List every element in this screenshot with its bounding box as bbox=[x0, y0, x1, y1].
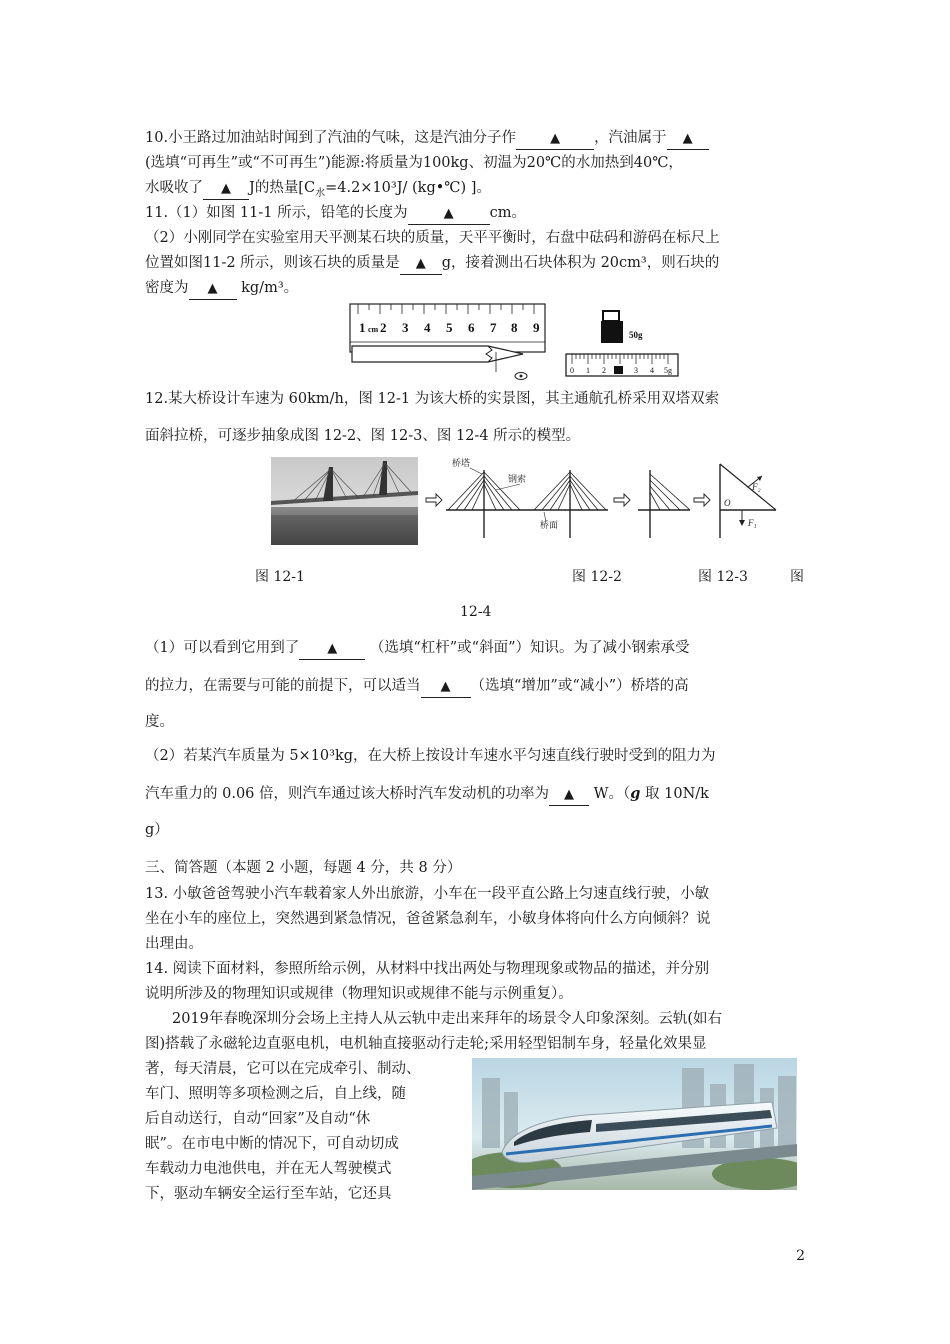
q14-line1: 14. 阅读下面材料，参照所给示例，从材料中找出两处与物理现象或物品的描述，并分别 bbox=[145, 961, 710, 977]
blank-marker: ▲ bbox=[221, 181, 231, 196]
ruler-tick-label: 3 bbox=[402, 320, 409, 335]
q11-line1 bbox=[145, 203, 526, 225]
blank-marker: ▲ bbox=[682, 131, 693, 146]
q12-text-p1a: （1）可以看到它用到了 bbox=[145, 640, 300, 656]
eye-pupil-icon bbox=[520, 375, 523, 378]
ruler-tick-label: 1 bbox=[359, 320, 366, 335]
q13-line2: 坐在小车的座位上，突然遇到紧急情况，爸爸紧急刹车，小敏身体将向什么方向倾斜？说 bbox=[145, 911, 711, 927]
q13-line1: 13. 小敏爸爸驾驶小汽车载着家人外出旅游，小车在一段平直公路上匀速直线行驶，小敏 bbox=[145, 886, 710, 902]
q14-para1: 2019年春晚深圳分会场上主持人从云轨中走出来拜年的场景令人印象深刻。云轨(如右 bbox=[172, 1011, 723, 1027]
q12-text-p5a: 汽车重力的 0.06 倍，则汽车通过该大桥时汽车发动机的功率为 bbox=[145, 786, 550, 802]
bridge-model-diagrams bbox=[424, 452, 784, 552]
weight-knob-icon bbox=[603, 311, 619, 321]
q10-blank-1[interactable] bbox=[516, 128, 594, 150]
specific-heat-symbol: C bbox=[303, 180, 316, 196]
q11-text-1a: 11.（1）如图 11-1 所示，铅笔的长度为 bbox=[145, 205, 408, 221]
q10-line1 bbox=[145, 128, 709, 150]
monorail-photo bbox=[472, 1058, 797, 1190]
blank-marker: ▲ bbox=[207, 281, 218, 296]
specific-heat-subscript: 水 bbox=[315, 187, 326, 199]
caption-fig-12-1: 图 12-1 bbox=[255, 569, 305, 585]
ruler-tick-label: 9 bbox=[533, 320, 540, 335]
tower-label: 桥塔 bbox=[452, 459, 471, 469]
ruler-tick-label: 6 bbox=[468, 320, 475, 335]
q10-text-1b: ，汽油属于 bbox=[594, 130, 667, 146]
bridge-photo bbox=[271, 457, 418, 545]
q14-line2: 说明所涉及的物理知识或规律（物理知识或规律不能与示例重复）。 bbox=[145, 986, 573, 1002]
q14-para2: 图)搭载了永磁轮边直驱电机，电机轴直接驱动行走轮;采用轻型铝制车身，轻量化效果显 bbox=[145, 1036, 707, 1052]
caption-fig-12-4b: 12-4 bbox=[460, 604, 492, 620]
rider-scale-label: 2 bbox=[602, 366, 606, 375]
blank-marker: ▲ bbox=[550, 131, 561, 146]
q11-text-3b: g，接着测出石块体积为 20cm³，则石块的 bbox=[441, 255, 720, 271]
blank-marker: ▲ bbox=[415, 256, 426, 271]
arrow-right-icon bbox=[614, 494, 630, 506]
q12-blank-3[interactable] bbox=[549, 784, 589, 806]
rider-scale-label: 4 bbox=[650, 366, 654, 375]
rider-scale-label: 0 bbox=[570, 366, 574, 375]
force-f1-label: F₁ bbox=[748, 518, 757, 528]
arrow-right-icon bbox=[426, 494, 442, 506]
q11-text-4a: 密度为 bbox=[145, 280, 189, 296]
q10-blank-3[interactable] bbox=[203, 178, 249, 200]
q14-para8: 下，驱动车辆安全运行至车站，它还具 bbox=[145, 1186, 392, 1202]
blank-marker: ▲ bbox=[564, 787, 575, 802]
page-number: 2 bbox=[796, 1248, 805, 1264]
rider-scale-label: 5g bbox=[664, 366, 672, 375]
q10-line3 bbox=[145, 178, 491, 204]
ruler-unit-label: cm bbox=[368, 325, 379, 334]
blank-marker: ▲ bbox=[443, 206, 454, 221]
q11-blank-3[interactable] bbox=[189, 278, 237, 300]
q12-line1: 12.某大桥设计车速为 60km/h，图 12-1 为该大桥的实景图，其主通航孔桥采用双塔双索 bbox=[145, 391, 720, 407]
weight-icon bbox=[601, 321, 623, 343]
q14-para4: 车门、照明等多项检测之后，自上线，随 bbox=[145, 1086, 406, 1102]
balance-weight-figure bbox=[563, 306, 683, 382]
q14-para6: 眠”。在市电中断的情况下，可自动切成 bbox=[145, 1136, 399, 1152]
force-f2-label: F₂ bbox=[752, 482, 761, 492]
q12-line2: 面斜拉桥，可逐步抽象成图 12-2、图 12-3、图 12-4 所示的模型。 bbox=[145, 428, 581, 444]
q12-text-p5d: 取 10N/k bbox=[640, 786, 709, 802]
caption-fig-12-4a: 图 bbox=[790, 569, 804, 585]
q12-text-p2b: （选填“增加”或“减小”）桥塔的高 bbox=[470, 678, 689, 694]
rider-marker bbox=[614, 366, 623, 374]
caption-fig-12-2: 图 12-2 bbox=[572, 569, 622, 585]
q10-text-3e: =4.2×10³J/ (kg•℃) ]。 bbox=[325, 180, 491, 196]
rider-scale-label: 1 bbox=[586, 366, 590, 375]
cable-label: 钢索 bbox=[508, 475, 527, 485]
q13-line3: 出理由。 bbox=[145, 936, 203, 952]
q11-text-4b: kg/m³。 bbox=[241, 280, 299, 296]
q11-text-3a: 位置如图11-2 所示，则该石块的质量是 bbox=[145, 255, 400, 271]
q14-para5: 后自动送行，自动“回家”及自动“休 bbox=[145, 1111, 371, 1127]
q12-blank-1[interactable] bbox=[299, 638, 365, 660]
q10-text-1a: 10.小王路过加油站时闻到了汽油的气味，这是汽油分子作 bbox=[145, 130, 517, 146]
q11-text-1b: cm。 bbox=[489, 205, 526, 221]
q14-para7: 车载动力电池供电，并在无人驾驶模式 bbox=[145, 1161, 392, 1177]
deck-label: 桥面 bbox=[540, 521, 559, 531]
rider-scale-label: 3 bbox=[634, 366, 638, 375]
q12-p6: g） bbox=[145, 822, 169, 838]
arrow-right-icon bbox=[694, 494, 710, 506]
ruler-tick-label: 2 bbox=[380, 320, 387, 335]
caption-fig-12-3: 图 12-3 bbox=[698, 569, 748, 585]
q12-p5 bbox=[145, 784, 709, 806]
q12-p3: 度。 bbox=[145, 714, 174, 730]
q11-line3 bbox=[145, 253, 719, 275]
q12-blank-2[interactable] bbox=[421, 676, 471, 698]
blank-marker: ▲ bbox=[327, 641, 338, 656]
q11-blank-1[interactable] bbox=[408, 203, 490, 225]
ruler-tick-label: 5 bbox=[446, 320, 453, 335]
q12-p2 bbox=[145, 676, 689, 698]
q11-line2: （2）小刚同学在实验室用天平测某石块的质量，天平平衡时，右盘中砝码和游码在标尺上 bbox=[145, 230, 720, 246]
section-3-heading: 三、简答题（本题 2 小题，每题 4 分，共 8 分） bbox=[145, 860, 462, 876]
pivot-label: O bbox=[724, 498, 731, 508]
q12-text-p5b: W。（ bbox=[593, 786, 631, 802]
ruler-tick-label: 7 bbox=[490, 320, 497, 335]
pencil bbox=[352, 346, 523, 362]
ruler-pencil-figure bbox=[348, 302, 548, 384]
q10-line2: (选填“可再生”或“不可再生”)能源:将质量为100kg、初温为20℃的水加热到40℃， bbox=[145, 155, 683, 171]
q11-line4 bbox=[145, 278, 298, 300]
weight-label: 50g bbox=[629, 330, 643, 340]
q12-text-p1b: （选填“杠杆”或“斜面”）知识。为了减小钢索承受 bbox=[369, 640, 690, 656]
ruler-tick-label: 8 bbox=[511, 320, 518, 335]
q10-text-3b: J的热量[ bbox=[249, 180, 304, 196]
q14-para3: 著，每天清晨，它可以在完成牵引、制动、 bbox=[145, 1061, 421, 1077]
q10-text-3a: 水吸收了 bbox=[145, 180, 203, 196]
blank-marker: ▲ bbox=[440, 679, 451, 694]
q12-p1 bbox=[145, 638, 690, 660]
q12-p4: （2）若某汽车质量为 5×10³kg，在大桥上按设计车速水平匀速直线行驶时受到的阻力为 bbox=[145, 748, 716, 764]
ruler-tick-label: 4 bbox=[424, 320, 431, 335]
q11-blank-2[interactable] bbox=[400, 253, 442, 275]
q10-blank-2[interactable] bbox=[667, 128, 709, 150]
q12-text-p2a: 的拉力，在需要与可能的前提下，可以适当 bbox=[145, 678, 421, 694]
gravity-symbol: g bbox=[630, 785, 641, 802]
